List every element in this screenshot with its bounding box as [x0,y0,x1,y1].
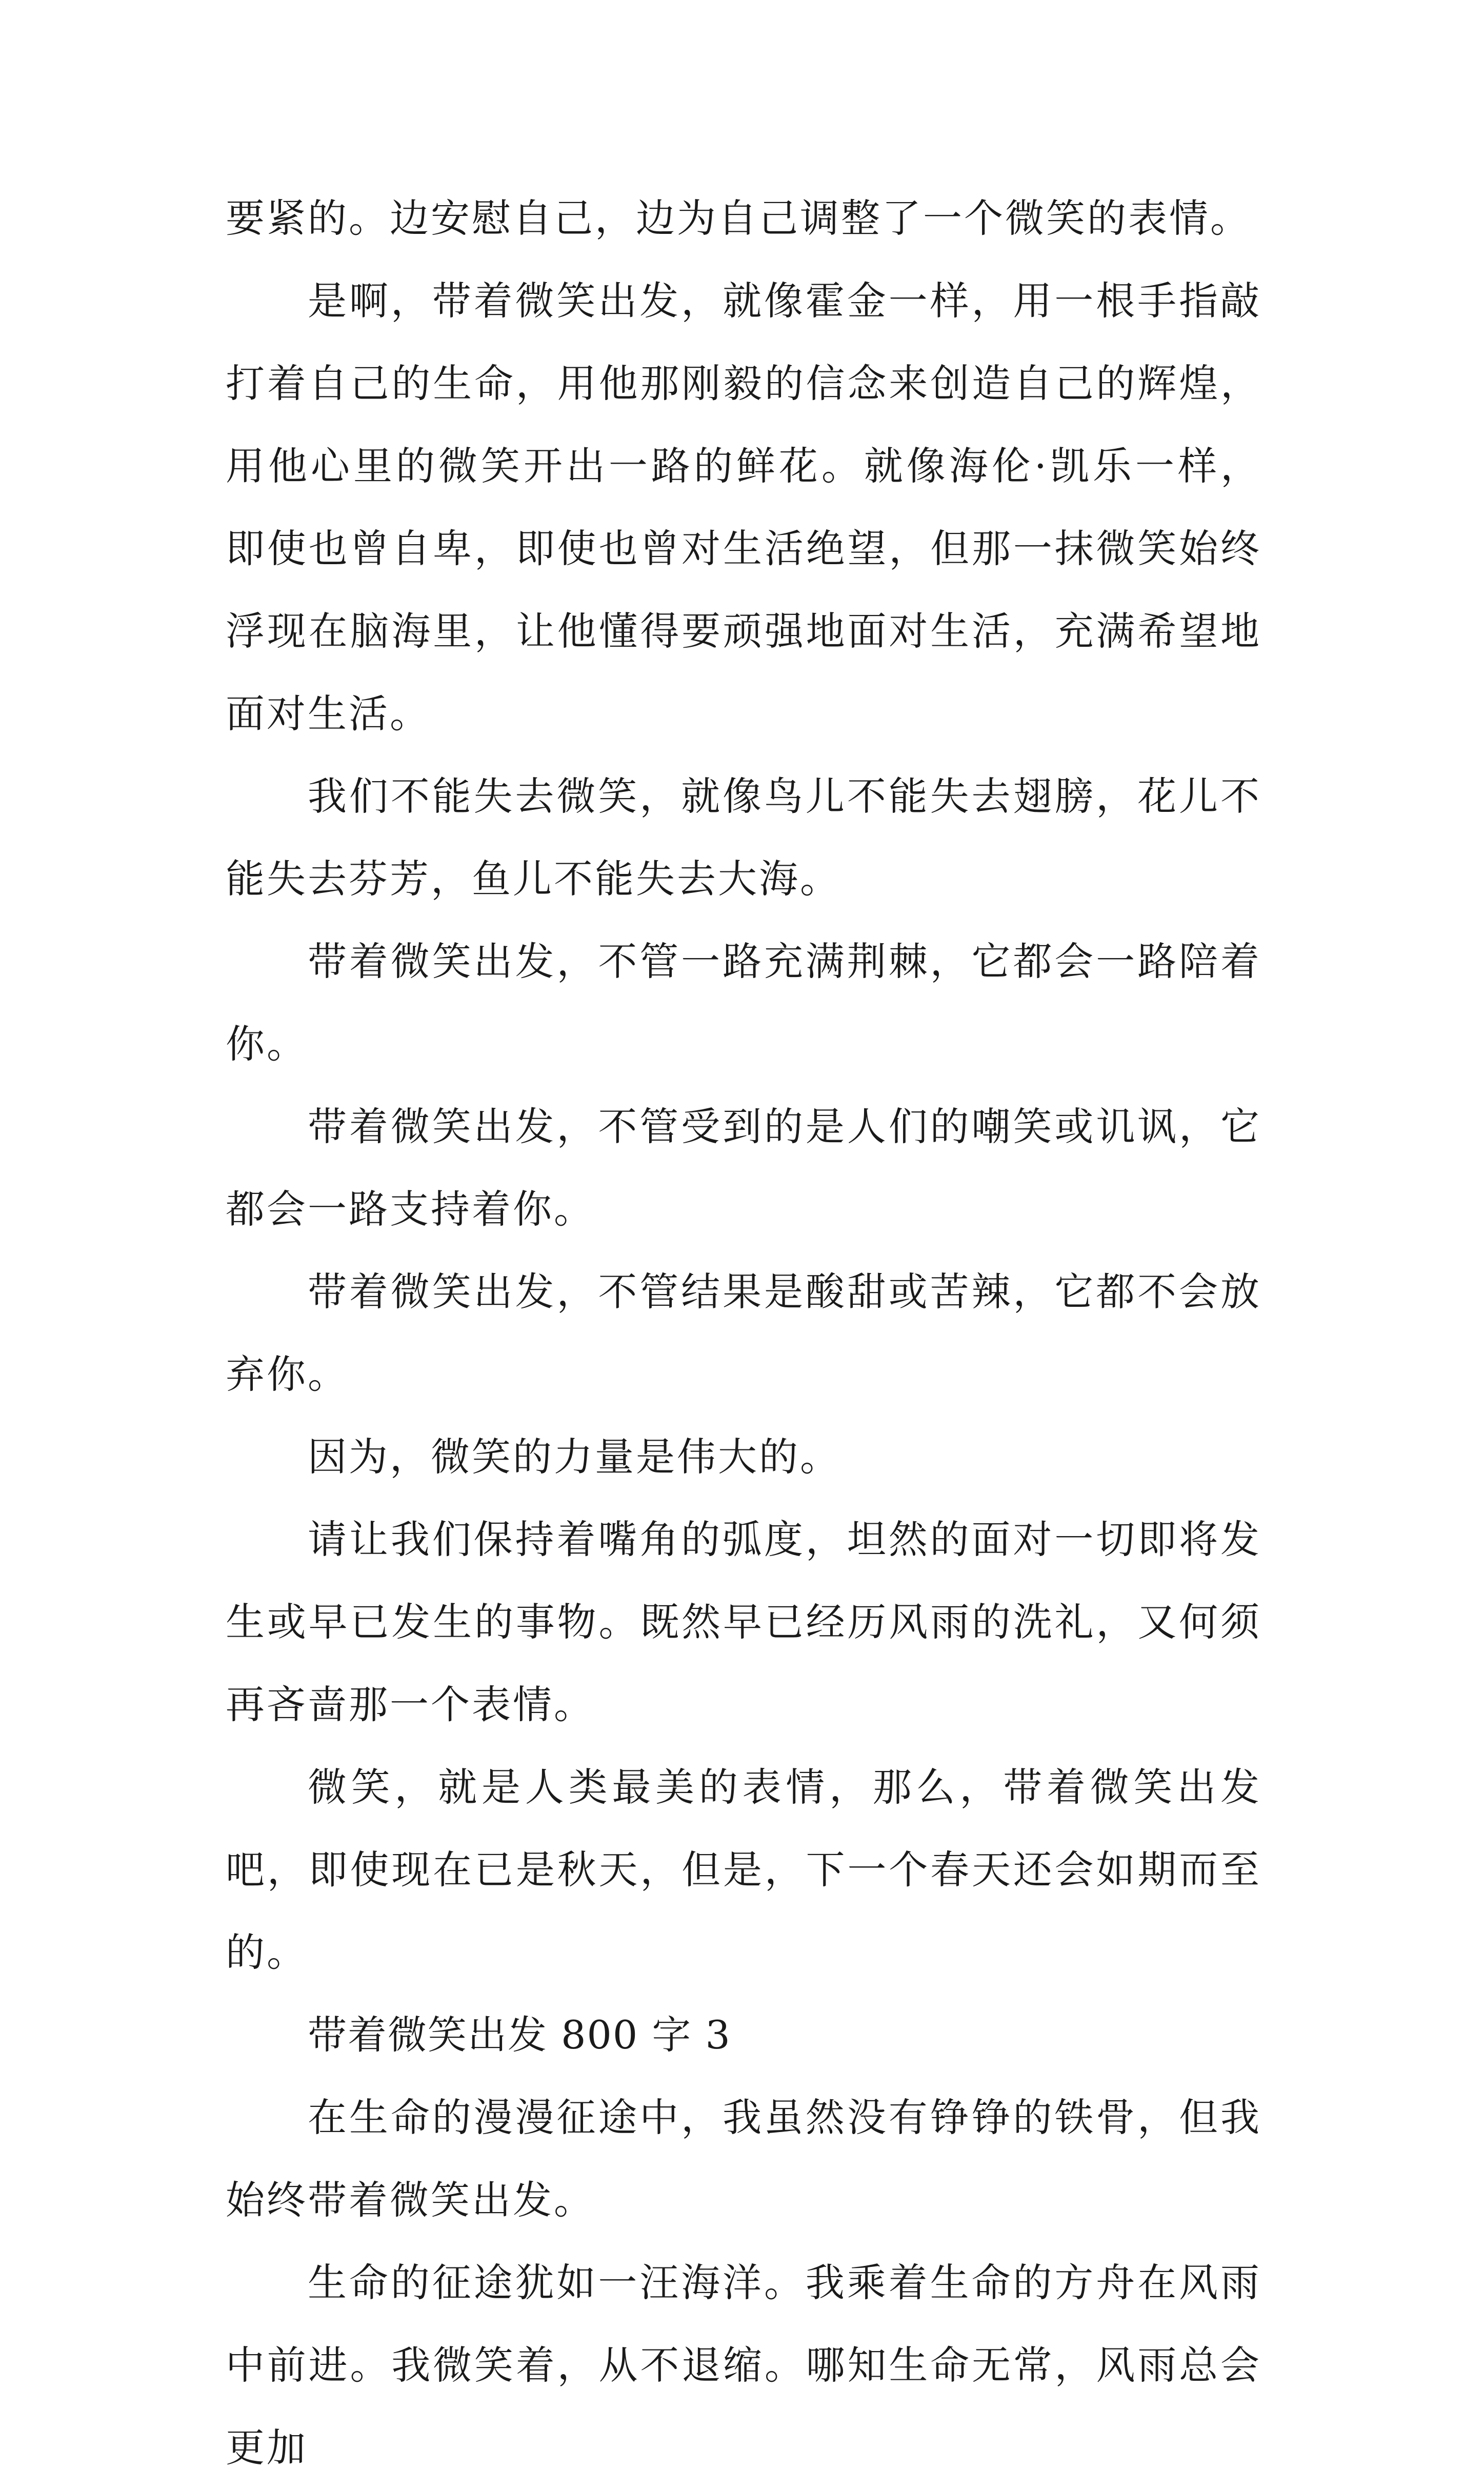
section-heading: 带着微笑出发 800 字 3 [308,2012,731,2058]
paragraph-8: 请让我们保持着嘴角的弧度，坦然的面对一切即将发生或早已发生的事物。既然早已经历风雨的洗礼，又何须再吝啬那一个表情。 [226,1517,1261,1727]
paragraph-2: 是啊，带着微笑出发，就像霍金一样，用一根手指敲打着自己的生命，用他那刚毅的信念来创造自己的辉煌，用他心里的微笑开出一路的鲜花。就像海伦·凯乐一样，即使也曾自卑，即使也曾对生活绝望，但那一抹微笑始终浮现在脑海里，让他懂得要顽强地面对生活，充满希望地面对生活。 [226,278,1261,736]
body-text [226,177,1261,2489]
paragraph-1: 要紧的。边安慰自己，边为自己调整了一个微笑的表情。 [226,195,1251,241]
paragraph-9: 微笑，就是人类最美的表情，那么，带着微笑出发吧，即使现在已是秋天，但是，下一个春天还会如期而至的。 [226,1764,1261,1975]
paragraph-5: 带着微笑出发，不管受到的是人们的嘲笑或讥讽，它都会一路支持着你。 [226,1104,1261,1232]
paragraph-10: 在生命的漫漫征途中，我虽然没有铮铮的铁骨，但我始终带着微笑出发。 [226,2095,1261,2223]
paragraph-6: 带着微笑出发，不管结果是酸甜或苦辣，它都不会放弃你。 [226,1269,1261,1397]
paragraph-4: 带着微笑出发，不管一路充满荆棘，它都会一路陪着你。 [226,939,1261,1067]
paragraph-11: 生命的征途犹如一汪海洋。我乘着生命的方舟在风雨中前进。我微笑着，从不退缩。哪知生命无常，风雨总会更加 [226,2260,1261,2471]
paragraph-3: 我们不能失去微笑，就像鸟儿不能失去翅膀，花儿不能失去芬芳，鱼儿不能失去大海。 [226,773,1261,902]
paragraph-7: 因为，微笑的力量是伟大的。 [308,1434,841,1480]
